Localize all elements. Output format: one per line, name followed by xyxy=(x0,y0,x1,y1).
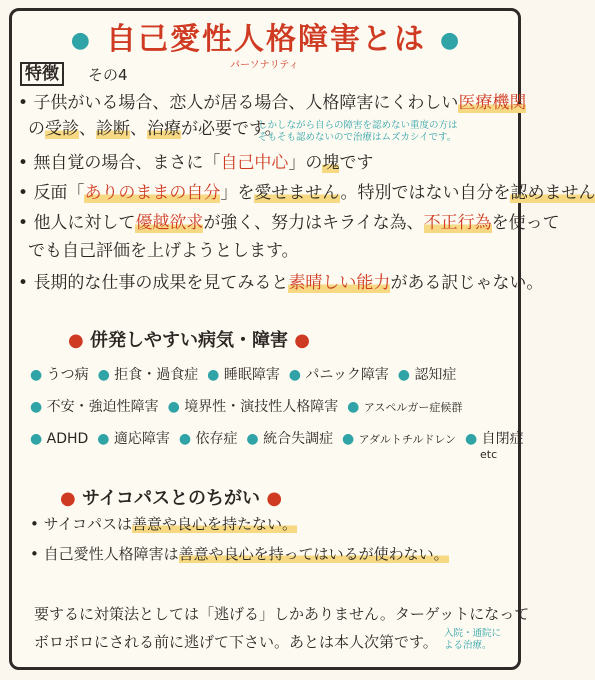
bullet-icon: • xyxy=(18,273,29,293)
bullet-dot-icon: ● xyxy=(97,431,110,447)
features-badge: 特徴 xyxy=(20,62,64,86)
title-ruby: パーソナリティ xyxy=(230,60,299,71)
psychopath-title: ● サイコパスとのちがい ● xyxy=(60,488,283,509)
bullet-dot-icon: ● xyxy=(30,367,43,383)
bullet-icon: • xyxy=(18,183,29,203)
bullet-dot-icon: ● xyxy=(70,28,92,53)
conclusion-line-2: ボロボロにされる前に逃げて下さい。あとは本人次第です。 xyxy=(34,633,438,651)
bullet-dot-icon: ● xyxy=(167,399,180,415)
psychopath-line-2: • 自己愛性人格障害は善意や良心を持ってはいるが使わない。 xyxy=(30,545,449,563)
bullet-dot-icon: ● xyxy=(397,367,410,383)
highlight-text: 医療機関 xyxy=(458,93,527,113)
feature-note-line1: しかしながら自らの障害を認めない重度の方は xyxy=(258,120,458,131)
bullet-dot-icon: ● xyxy=(207,367,220,383)
bullet-dot-icon: ● xyxy=(30,399,43,415)
bullet-icon: • xyxy=(30,545,39,563)
comorbid-row-3: ● ADHD ● 適応障害 ● 依存症 ● 統合失調症 ● アダルトチルドレン ● 自閉症 xyxy=(30,431,524,447)
feature-item-5: • 長期的な仕事の成果を見てみると素晴しい能力がある訳じゃない。 xyxy=(18,273,544,293)
bullet-dot-icon: ● xyxy=(97,367,110,383)
bullet-icon: • xyxy=(18,213,29,233)
bullet-dot-icon: ● xyxy=(440,28,462,53)
bullet-dot-icon: ● xyxy=(266,488,283,509)
bullet-dot-icon: ● xyxy=(178,431,192,447)
highlight-text: 善意や良心を持ってはいるが使わない。 xyxy=(178,545,449,563)
bullet-dot-icon: ● xyxy=(60,488,76,509)
bullet-dot-icon: ● xyxy=(347,399,360,415)
bullet-dot-icon: ● xyxy=(68,330,84,351)
conclusion-note-line1: 入院・通院に xyxy=(444,628,502,639)
conclusion-note-line2: よる治療。 xyxy=(444,640,492,651)
bullet-dot-icon: ● xyxy=(341,431,355,447)
bullet-dot-icon: ● xyxy=(294,330,310,351)
comorbid-row-1: ● うつ病 ● 拒食・過食症 ● 睡眠障害 ● パニック障害 ● 認知症 xyxy=(30,367,457,383)
comorbid-title: ● 併発しやすい病気・障害 ● xyxy=(68,330,310,351)
bullet-icon: • xyxy=(30,515,39,533)
features-badge-sub: その4 xyxy=(88,66,128,84)
page-title xyxy=(0,14,532,58)
bullet-dot-icon: ● xyxy=(464,431,478,447)
title-text: 自己愛性人格障害とは xyxy=(106,22,426,57)
psychopath-line-1: • サイコパスは善意や良心を持たない。 xyxy=(30,515,298,533)
bullet-icon: • xyxy=(18,93,29,113)
feature-item-4-line1: • 他人に対して優越欲求が強く、努力はキライな為、不正行為を使って xyxy=(18,213,560,233)
feature-item-4-line2: でも自己評価を上げようとします。 xyxy=(28,241,299,261)
highlight-text: 塊 xyxy=(322,153,340,173)
feature-note-line2: そもそも認めないので治療はムズカシイです。 xyxy=(258,132,457,143)
highlight-text: 善意や良心を持たない。 xyxy=(132,515,298,533)
bullet-dot-icon: ● xyxy=(246,431,259,447)
feature-item-3: • 反面「ありのままの自分」を愛せません。特別ではない自分を認めません xyxy=(18,183,595,203)
bullet-dot-icon: ● xyxy=(30,431,43,447)
bullet-dot-icon: ● xyxy=(288,367,301,383)
feature-item-2: • 無自覚の場合、まさに「自己中心」の塊です xyxy=(18,153,374,173)
highlight-text: 受診 xyxy=(45,119,79,139)
feature-item-1-line1: • 子供がいる場合、恋人が居る場合、人格障害にくわしい医療機関 xyxy=(18,93,527,113)
feature-item-1-line2: の受診、診断、治療が必要です。 xyxy=(28,119,282,139)
highlight-text: 愛せません xyxy=(254,183,341,203)
bullet-icon: • xyxy=(18,153,29,173)
conclusion-line-1: 要するに対策法としては「逃げる」しかありません。ターゲットになって xyxy=(34,605,530,623)
highlight-text: 認めません xyxy=(510,183,595,203)
highlight-text: 診断 xyxy=(96,119,130,139)
highlight-text: 治療 xyxy=(147,119,181,139)
comorbid-etc: etc xyxy=(480,448,498,461)
comorbid-row-2: ● 不安・強迫性障害 ● 境界性・演技性人格障害 ● アスペルガー症候群 xyxy=(30,399,463,415)
